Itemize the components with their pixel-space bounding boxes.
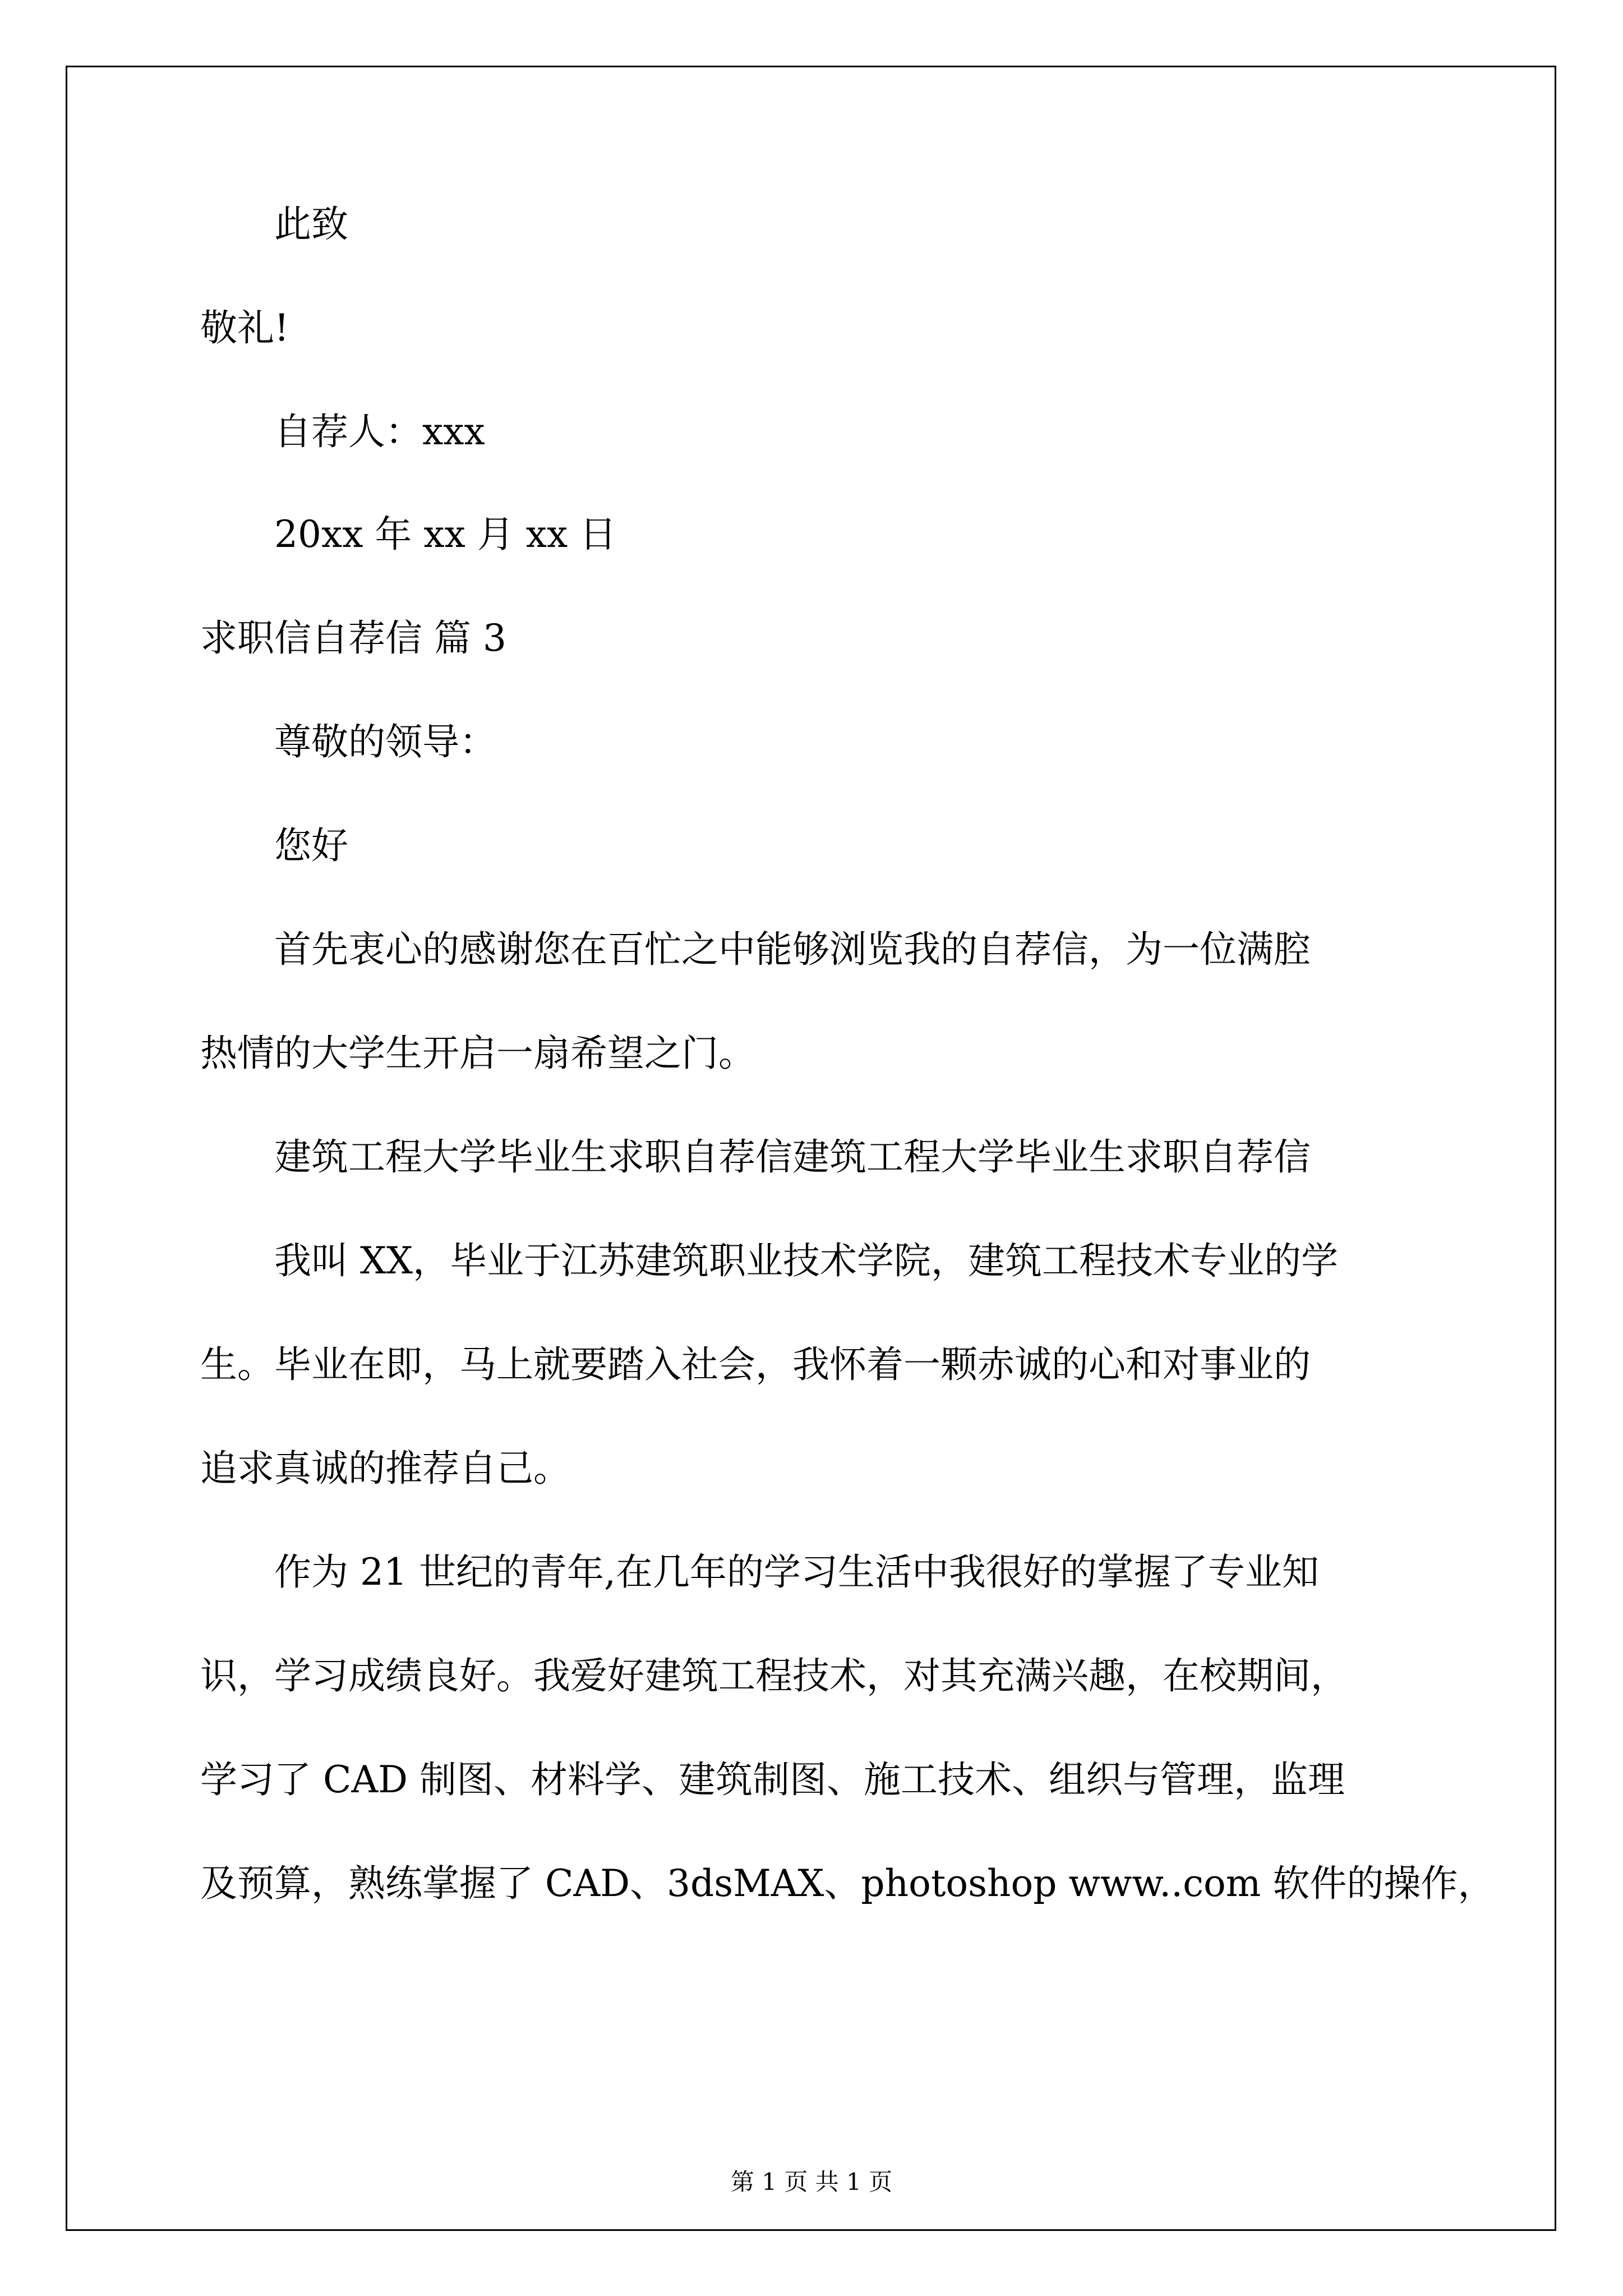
page-footer: 第 1 页 共 1 页 [730,2168,893,2196]
paragraph-line: 及预算，熟练掌握了 CAD、3dsMAX、photoshop www..com 软件的操作， [200,1862,1495,1905]
signer: 自荐人：xxx [200,410,485,453]
closing-phrase: 此致 [200,203,348,246]
paragraph-line: 首先衷心的感谢您在百忙之中能够浏览我的自荐信，为一位满腔 [200,928,1311,971]
greeting-2: 您好 [200,824,348,867]
paragraph-line: 热情的大学生开启一扇希望之门。 [200,1032,755,1075]
paragraph-line: 我叫 XX，毕业于江苏建筑职业技术学院，建筑工程技术专业的学 [200,1239,1338,1282]
date-line: 20xx 年 xx 月 xx 日 [200,513,617,556]
paragraph-line: 学习了 CAD 制图、材料学、建筑制图、施工技术、组织与管理，监理 [200,1758,1345,1801]
greeting: 尊敬的领导： [200,720,496,763]
paragraph-line: 建筑工程大学毕业生求职自荐信建筑工程大学毕业生求职自荐信 [200,1135,1311,1179]
salutation-closing: 敬礼! [200,306,289,349]
paragraph-line: 作为 21 世纪的青年,在几年的学习生活中我很好的掌握了专业知 [200,1550,1319,1594]
paragraph-line: 追求真诚的推荐自己。 [200,1447,570,1490]
paragraph-line: 识，学习成绩良好。我爱好建筑工程技术，对其充满兴趣，在校期间， [200,1654,1348,1697]
section-title: 求职信自荐信 篇 3 [200,616,506,660]
paragraph-line: 生。毕业在即，马上就要踏入社会，我怀着一颗赤诚的心和对事业的 [200,1343,1311,1386]
